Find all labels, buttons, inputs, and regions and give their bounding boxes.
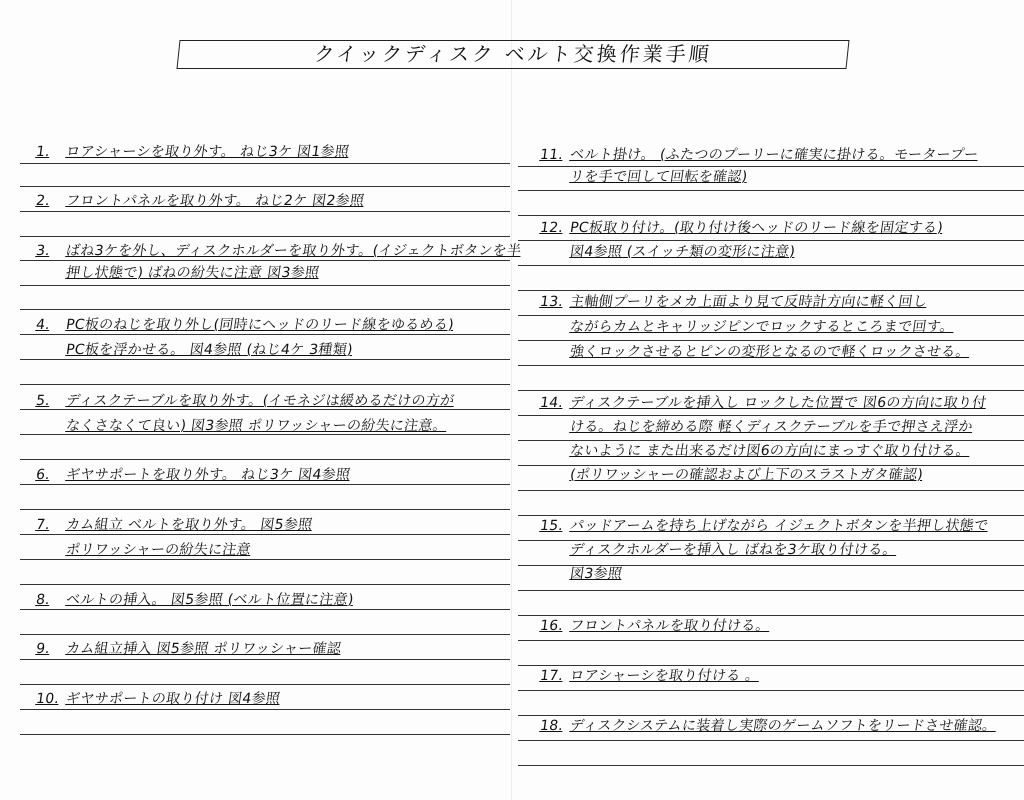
ruled-line xyxy=(518,690,1024,691)
step-number: 7. xyxy=(34,517,52,533)
step-text: ける。ねじを締める際 軽くディスクテーブルを手で押さえ浮か xyxy=(568,419,974,435)
step-text: ばね3ケを外し、ディスクホルダーを取り外す。(イジェクトボタンを半 xyxy=(64,243,523,259)
ruled-line xyxy=(518,515,1024,516)
ruled-line xyxy=(518,715,1024,716)
ruled-line xyxy=(20,509,510,510)
step-text: フロントパネルを取り付ける。 xyxy=(568,618,772,634)
step-text: ギヤサポートを取り外す。 ねじ3ケ 図4参照 xyxy=(64,467,352,483)
document-title: クイックディスク ベルト交換作業手順 xyxy=(176,40,849,69)
step-text: ベルト掛け。 (ふたつのプーリーに確実に掛ける。モータープー xyxy=(568,147,980,163)
ruled-line xyxy=(20,709,510,710)
ruled-line xyxy=(518,166,1024,167)
step-number: 2. xyxy=(34,193,52,209)
ruled-line xyxy=(518,315,1024,316)
step-text: ギヤサポートの取り付け 図4参照 xyxy=(64,691,282,707)
ruled-line xyxy=(20,260,510,261)
step-text: ないように また出来るだけ図6の方向にまっすぐ取り付ける。 xyxy=(568,443,972,459)
step-text: 図3参照 xyxy=(568,566,624,582)
step-number: 4. xyxy=(34,317,52,333)
step-number: 17. xyxy=(538,668,565,684)
step-text: ロアシャーシを取り付ける 。 xyxy=(568,668,761,684)
ruled-line xyxy=(20,384,510,385)
ruled-line xyxy=(518,590,1024,591)
ruled-line xyxy=(518,490,1024,491)
ruled-line xyxy=(518,765,1024,766)
step-number: 15. xyxy=(538,518,565,534)
ruled-line xyxy=(20,334,510,335)
step-number: 12. xyxy=(538,220,565,236)
step-text: 強くロックさせるとピンの変形となるので軽くロックさせる。 xyxy=(568,344,971,360)
step-text: ベルトの挿入。 図5参照 (ベルト位置に注意) xyxy=(64,592,355,608)
ruled-line xyxy=(518,415,1024,416)
step-text: PC板を浮かせる。 図4参照 (ねじ4ケ 3種類) xyxy=(64,342,354,358)
ruled-line xyxy=(20,534,510,535)
right-column xyxy=(512,0,1024,800)
ruled-line xyxy=(20,359,510,360)
ruled-line xyxy=(20,459,510,460)
step-text: PC板のねじを取り外し(同時にヘッドのリード線をゆるめる) xyxy=(64,317,455,333)
ruled-line xyxy=(518,665,1024,666)
step-number: 14. xyxy=(538,395,565,411)
ruled-line xyxy=(518,340,1024,341)
ruled-line xyxy=(20,584,510,585)
step-text: 図4参照 (スイッチ類の変形に注意) xyxy=(568,244,797,260)
ruled-line xyxy=(20,734,510,735)
ruled-line xyxy=(518,290,1024,291)
step-number: 11. xyxy=(538,147,565,163)
step-text: PC板取り付け。(取り付け後ヘッドのリード線を固定する) xyxy=(568,220,945,236)
step-number: 10. xyxy=(34,691,61,707)
step-text: リを手で回して回転を確認) xyxy=(568,169,749,185)
step-text: カム組立 ベルトを取り外す。 図5参照 xyxy=(64,517,314,533)
step-text: (ポリワッシャーの確認および上下のスラストガタ確認) xyxy=(568,467,925,483)
ruled-line xyxy=(20,659,510,660)
step-number: 16. xyxy=(538,618,565,634)
ruled-line xyxy=(20,634,510,635)
step-text: ディスクテーブルを取り外す。(イモネジは緩めるだけの方が xyxy=(64,393,456,409)
ruled-line xyxy=(518,265,1024,266)
ruled-line xyxy=(518,190,1024,191)
ruled-line xyxy=(20,559,510,560)
step-number: 3. xyxy=(34,243,52,259)
step-number: 5. xyxy=(34,393,52,409)
ruled-line xyxy=(518,740,1024,741)
ruled-line xyxy=(20,484,510,485)
ruled-line xyxy=(20,163,510,164)
ruled-line xyxy=(518,215,1024,216)
step-text: ディスクテーブルを挿入し ロックした位置で 図6の方向に取り付 xyxy=(568,395,988,411)
step-number: 1. xyxy=(34,144,52,160)
step-number: 13. xyxy=(538,294,565,310)
ruled-line xyxy=(518,390,1024,391)
ruled-line xyxy=(518,240,1024,241)
step-text: ながらカムとキャリッジピンでロックするところまで回す。 xyxy=(568,319,956,335)
ruled-line xyxy=(518,615,1024,616)
step-text: パッドアームを持ち上げながら イジェクトボタンを半押し状態で xyxy=(568,518,990,534)
step-text: 押し状態で) ばねの紛失に注意 図3参照 xyxy=(64,265,321,281)
step-number: 8. xyxy=(34,592,52,608)
ruled-line xyxy=(518,440,1024,441)
step-text: 主軸側プーリをメカ上面より見て反時計方向に軽く回し xyxy=(568,294,929,310)
step-number: 6. xyxy=(34,467,52,483)
step-number: 18. xyxy=(538,718,565,734)
ruled-line xyxy=(518,365,1024,366)
ruled-line xyxy=(518,640,1024,641)
step-number: 9. xyxy=(34,641,52,657)
step-text: フロントパネルを取り外す。 ねじ2ケ 図2参照 xyxy=(64,193,366,209)
ruled-line xyxy=(20,236,510,237)
step-text: ディスクシステムに装着し実際のゲームソフトをリードさせ確認。 xyxy=(568,718,998,734)
ruled-line xyxy=(20,609,510,610)
ruled-line xyxy=(20,684,510,685)
ruled-line xyxy=(20,211,510,212)
step-text: ロアシャーシを取り外す。 ねじ3ケ 図1参照 xyxy=(64,144,351,160)
step-text: なくさなくて良い) 図3参照 ポリワッシャーの紛失に注意。 xyxy=(64,418,449,434)
step-text: カム組立挿入 図5参照 ポリワッシャー確認 xyxy=(64,641,343,657)
ruled-line xyxy=(20,285,510,286)
ruled-line xyxy=(20,309,510,310)
ruled-line xyxy=(20,186,510,187)
step-text: ポリワッシャーの紛失に注意 xyxy=(64,542,253,558)
step-text: ディスクホルダーを挿入し ばねを3ケ取り付ける。 xyxy=(568,542,899,558)
